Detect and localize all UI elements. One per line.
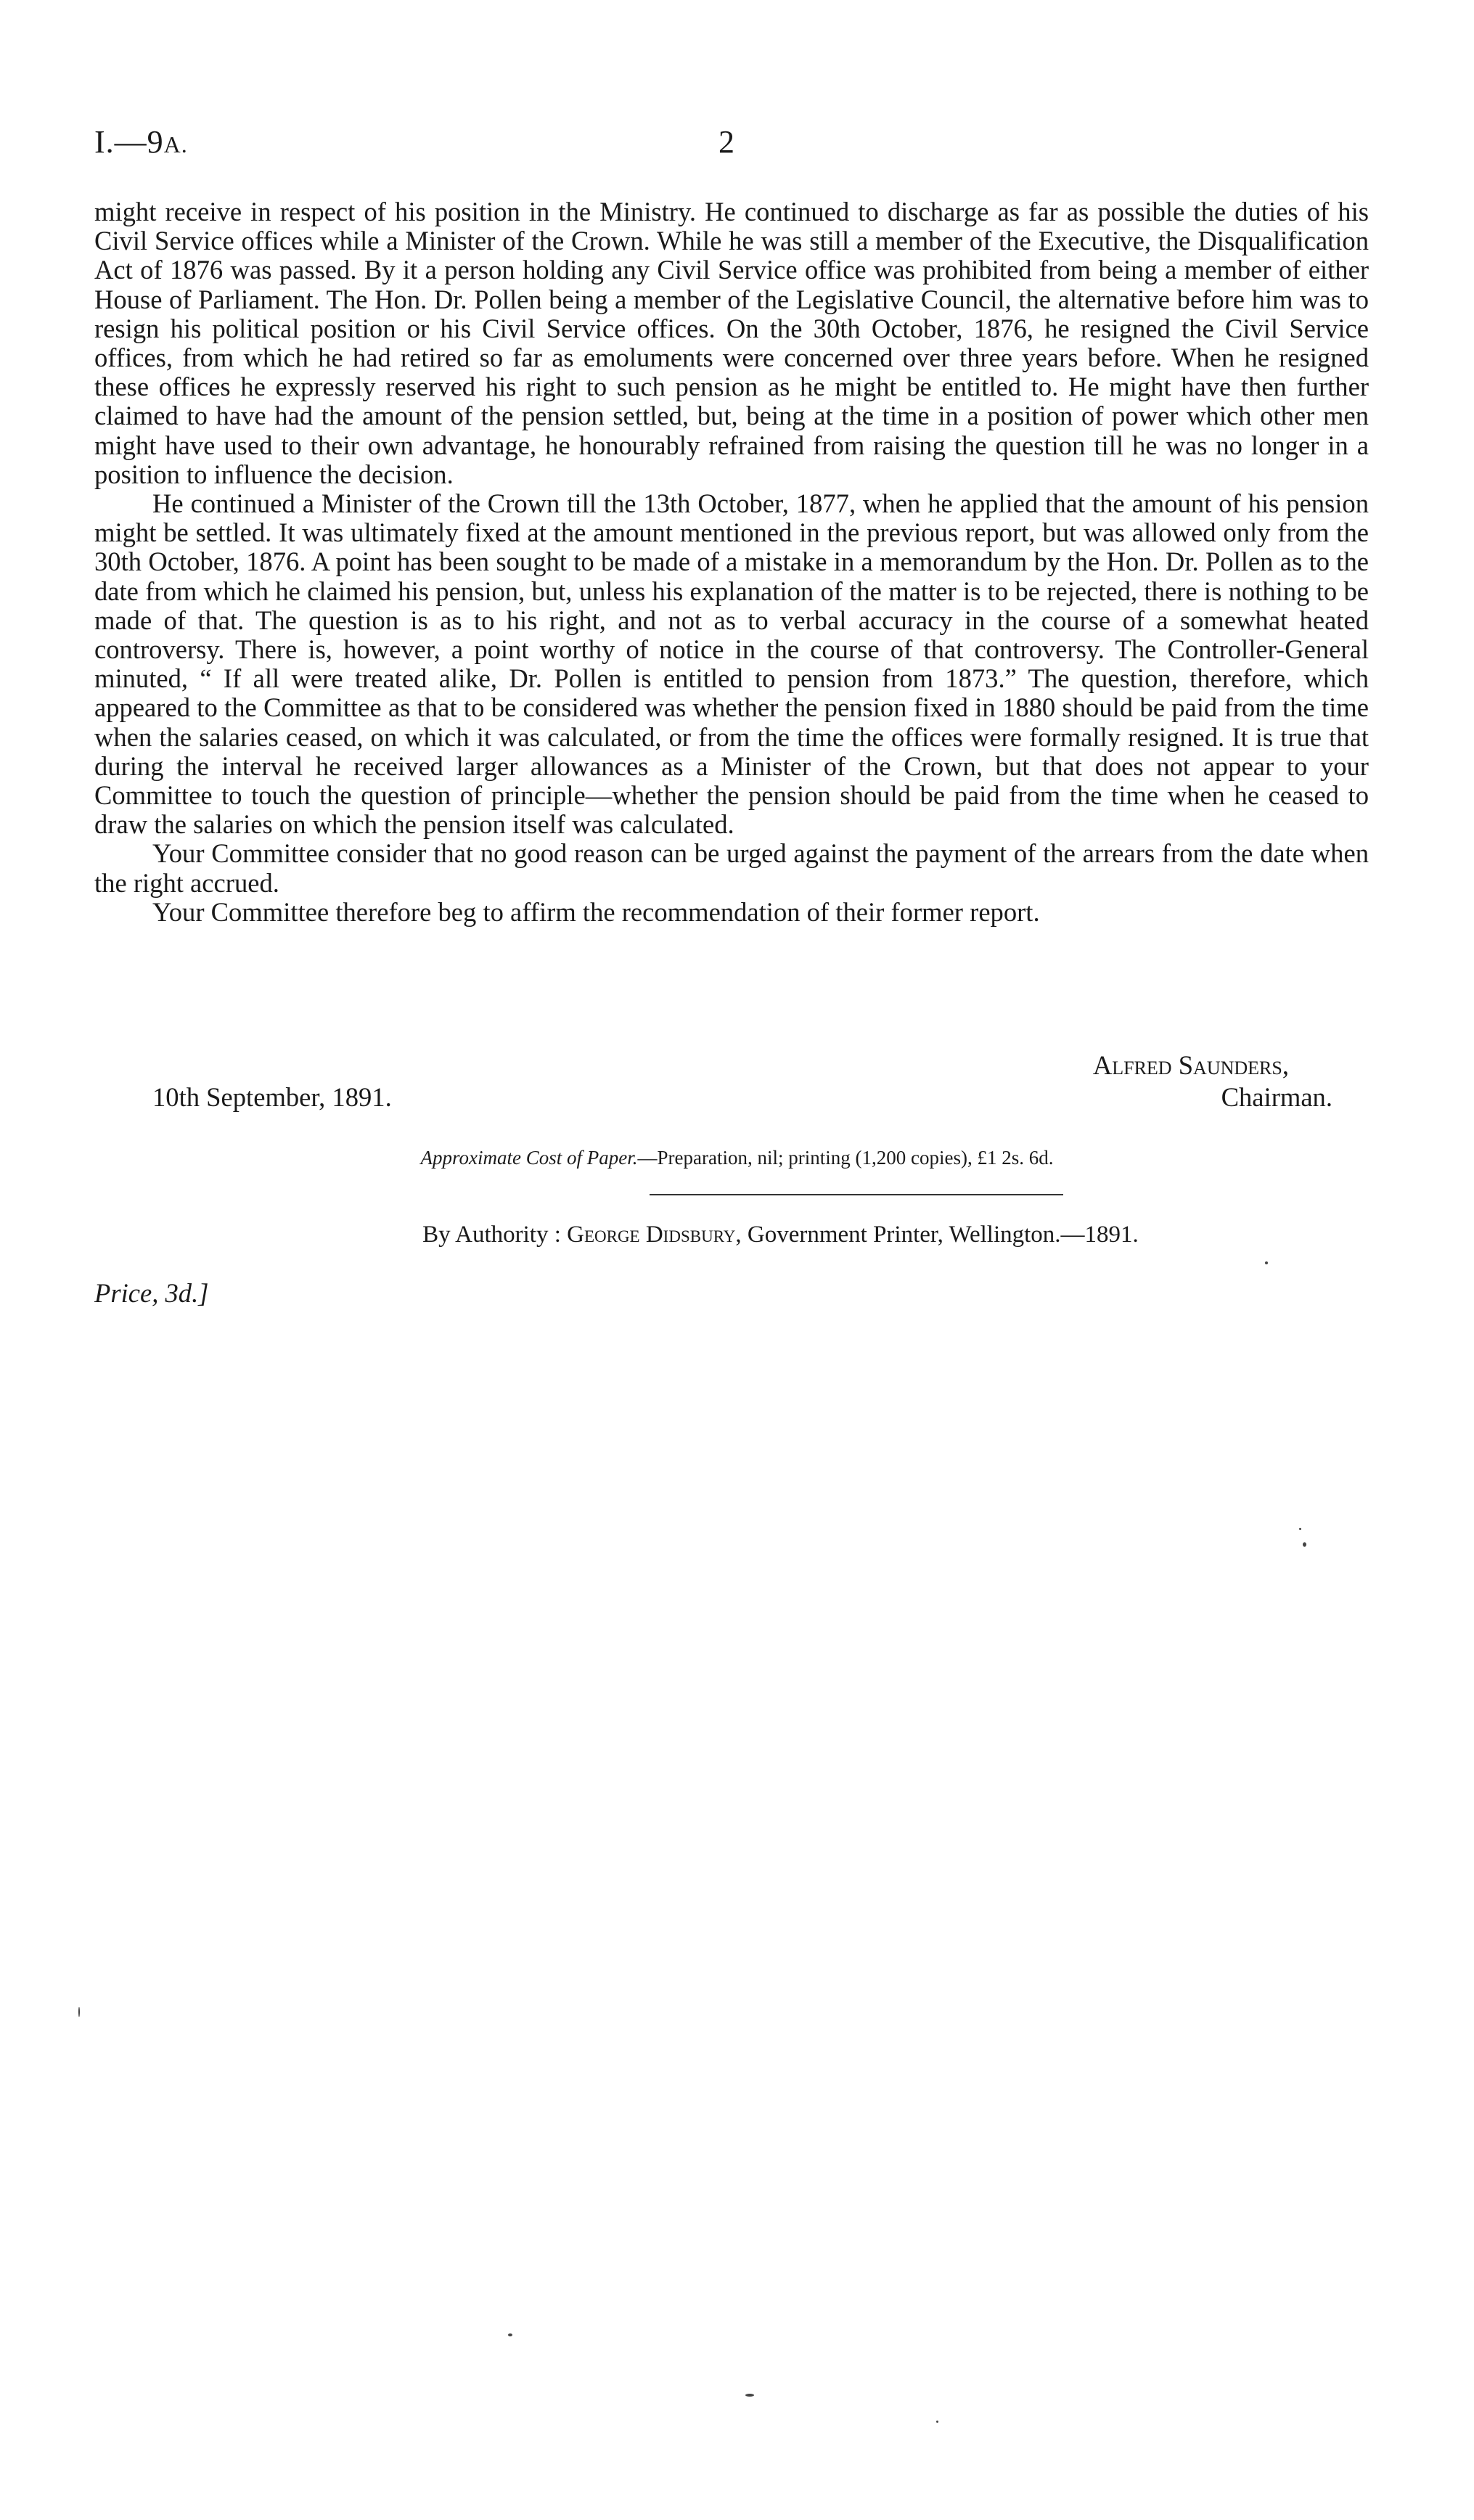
paragraph: might receive in respect of his position in the Ministry. He continued to discharge as far as possible the duties of his Civil Service offices while a Minister of the Crown. While he was still a member of the Executive, the Disqualification Act of 1876 was passed. By it a person holding any Civil Service office was prohibited from being a member of either House of Parliament. The Hon. Dr. Pollen being a member of the Legislative Council, the alternative before him was to resign his political position or his Civil Service offices. On the 30th October, 1876, he resigned the Civil Service offices, from which he had retired so far as emoluments were concerned over three years before. When he resigned these offices he expressly reserved his right to such pension as he might be entitled to. He might have then further claimed to have had the amount of the pension settled, but, being at the time in a position of power which other men might have used to their own advantage, he honourably refrained from raising the question till he was no longer in a position to influence the decision. bbox=[94, 197, 1369, 489]
scan-speck bbox=[1299, 1528, 1301, 1530]
signer-name: Alfred Saunders, bbox=[1092, 1050, 1289, 1080]
paragraph: He continued a Minister of the Crown till the 13th October, 1877, when he applied that the amount of his pension might be settled. It was ultimately fixed at the amount mentioned in the previous report, but was allowed only from the 30th October, 1876. A point has been sought to be made of a mistake in a memorandum by the Hon. Dr. Pollen as to the date from which he claimed his pension, but, unless his explanation of the matter is to be rejected, there is nothing to be made of that. The question is as to his right, and not as to verbal accuracy in the course of a somewhat heated controversy. There is, however, a point worthy of notice in the course of that controversy. The Controller-General minuted, “ If all were treated alike, Dr. Pollen is entitled to pension from 1873.” The question, therefore, which appeared to the Committee as that to be considered was whether the pension fixed in 1880 should be paid from the time when the salaries ceased, on which it was calculated, or from the time the offices were formally resigned. It is true that during the interval he received larger allowances as a Minister of the Crown, but that does not appear to your Committee to touch the question of principle—whether the pension should be paid from the time when he ceased to draw the salaries on which the pension itself was calculated. bbox=[94, 488, 1369, 840]
signer-title: Chairman. bbox=[1221, 1082, 1332, 1112]
scan-speck bbox=[78, 2007, 80, 2017]
document-reference-suffix: A. bbox=[163, 131, 188, 158]
scan-speck bbox=[936, 2421, 938, 2423]
document-reference-prefix: I.—9 bbox=[94, 124, 164, 160]
page-header bbox=[94, 123, 1372, 167]
cost-of-paper-note bbox=[0, 1147, 1474, 1169]
scan-speck bbox=[745, 2394, 754, 2397]
scan-speck bbox=[1303, 1542, 1306, 1547]
price-note: Price, 3d.] bbox=[94, 1278, 209, 1308]
scan-speck bbox=[508, 2333, 512, 2336]
printer-imprint bbox=[0, 1222, 1474, 1248]
imprint-suffix: , Government Printer, Wellington.—1891. bbox=[735, 1222, 1139, 1248]
printer-name: George Didsbury bbox=[567, 1222, 736, 1248]
page-number: 2 bbox=[718, 124, 734, 160]
signature-block bbox=[94, 1051, 1369, 1124]
scan-speck bbox=[1265, 1261, 1268, 1264]
report-body bbox=[94, 197, 1369, 927]
report-date: 10th September, 1891. bbox=[152, 1082, 392, 1112]
document-reference bbox=[94, 123, 188, 160]
paragraph: Your Committee consider that no good reason can be urged against the payment of the arrears from the date when the right accrued. bbox=[94, 838, 1369, 898]
paragraph: Your Committee therefore beg to affirm the recommendation of their former report. bbox=[152, 896, 1040, 927]
cost-note-text: —Preparation, nil; printing (1,200 copies), £1 2s. 6d. bbox=[637, 1147, 1054, 1169]
imprint-prefix: By Authority : bbox=[422, 1222, 568, 1248]
divider-rule bbox=[650, 1194, 1063, 1195]
cost-note-label: Approximate Cost of Paper. bbox=[420, 1147, 638, 1169]
